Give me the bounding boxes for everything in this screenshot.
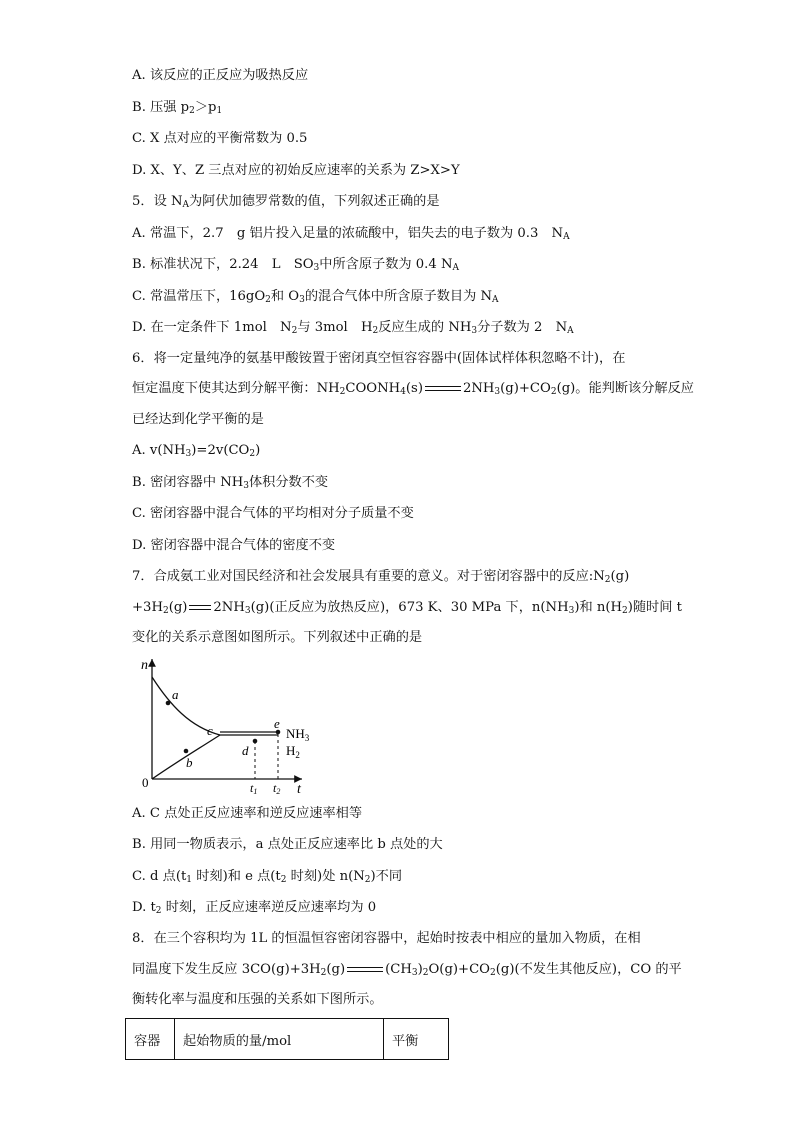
- label-d: d: [242, 743, 249, 758]
- equilibrium-arrow-icon: [189, 603, 211, 612]
- q6-stem-line2: 恒定温度下使其达到分解平衡：$NH_2COONH_4(s)$ $2NH_3(g)+CO_2(g)$。能判断该分解反应: [132, 381, 694, 397]
- q4-option-b: B. 压强 $p_2>p_1$: [132, 100, 223, 116]
- table-header-container: 容器: [126, 1019, 175, 1060]
- label-b: b: [186, 755, 193, 770]
- q5-option-b: B. 标准状况下，2.24 L $SO_3$中所含原子数为 0.4 $N_A$: [132, 257, 459, 273]
- x-axis-label: t: [297, 782, 301, 795]
- table-header-equilibrium: 平衡: [384, 1019, 449, 1060]
- q6-option-b: B. 密闭容器中 $NH_3$体积分数不变: [132, 475, 329, 491]
- q7-stem-line3: 变化的关系示意图如图所示。下列叙述中正确的是: [132, 630, 423, 645]
- q7-stem-line1: 7．合成氨工业对国民经济和社会发展具有重要的意义。对于密闭容器中的反应$:N_2(g)$: [132, 569, 630, 585]
- q6-option-a: A. $v(NH_3)=2v(CO_2)$: [132, 443, 261, 459]
- point-a: [166, 701, 171, 706]
- q4-option-a: A. 该反应的正反应为吸热反应: [132, 68, 309, 83]
- q8-stem-line2: 同温度下发生反应 $3CO(g)+3H_2(g)$ $(CH_3)_2O(g)+CO_2(g)$(不发生其他反应)，CO 的平: [132, 962, 682, 978]
- q4-option-d: D. X、Y、Z 三点对应的初始反应速率的关系为 Z>X>Y: [132, 163, 460, 178]
- q5-option-c: C. 常温常压下，$16gO_2$和 $O_3$的混合气体中所含原子数目为 $N_A$: [132, 289, 499, 305]
- q6-stem-line1: 6．将一定量纯净的氨基甲酸铵置于密闭真空恒容容器中(固体试样体积忽略不计)，在: [132, 351, 626, 366]
- h2-curve: [152, 677, 278, 735]
- q7-option-c: C. d 点($t_1$ 时刻)和 e 点($t_2$ 时刻)处 $n(N_2)$不同: [132, 869, 403, 885]
- q5-option-a: A. 常温下，2.7 g 铝片投入足量的浓硫酸中，铝失去的电子数为 0.3 $N_A$: [132, 226, 570, 242]
- label-t1: t1: [250, 781, 258, 795]
- q7-stem-line2: $+3H_2(g)$ $2NH_3(g)$(正反应为放热反应)，673 K、30 MPa 下，$n(NH_3)$和 $n(H_2)$随时间 t: [132, 600, 682, 616]
- label-a: a: [172, 687, 179, 702]
- point-b: [184, 749, 189, 754]
- label-t2: t2: [273, 781, 281, 795]
- q6-option-c: C. 密闭容器中混合气体的平均相对分子质量不变: [132, 506, 414, 521]
- n-t-graph: [130, 655, 310, 795]
- point-d: [253, 739, 258, 744]
- y-axis-label: n: [141, 658, 148, 673]
- q6-option-d: D. 密闭容器中混合气体的密度不变: [132, 538, 336, 553]
- q7-option-b: B. 用同一物质表示，a 点处正反应速率比 b 点处的大: [132, 837, 443, 852]
- q7-option-d: D. $t_2$ 时刻，正反应速率逆反应速率均为 0: [132, 900, 377, 916]
- q8-stem-line3: 衡转化率与温度和压强的关系如下图所示。: [132, 992, 383, 1007]
- label-h2: $H_2$: [286, 743, 300, 760]
- q8-table: [125, 1018, 449, 1060]
- q4-option-c: C. X 点对应的平衡常数为 0.5: [132, 131, 308, 146]
- equilibrium-arrow-icon: [347, 965, 383, 974]
- q7-option-a: A. C 点处正反应速率和逆反应速率相等: [132, 806, 363, 821]
- q8-stem-line1: 8．在三个容积均为 1L 的恒温恒容密闭容器中，起始时按表中相应的量加入物质，在相: [132, 931, 641, 946]
- label-nh3: $NH_3$: [286, 726, 310, 743]
- table-header-initial-amount: 起始物质的量/mol: [175, 1019, 384, 1060]
- origin-label: 0: [142, 775, 149, 790]
- q5-option-d: D. 在一定条件下 1mol $N_2$与 3mol $H_2$反应生成的 $NH_3$分子数为 2 $N_A$: [132, 320, 574, 336]
- equilibrium-arrow-icon: [425, 384, 461, 393]
- q6-stem-line3: 已经达到化学平衡的是: [132, 412, 264, 427]
- label-c: c: [207, 723, 213, 738]
- q5-stem: 5．设 $N_A$为阿伏加德罗常数的值，下列叙述正确的是: [132, 194, 440, 210]
- table-row: [126, 1019, 449, 1060]
- label-e: e: [274, 716, 280, 731]
